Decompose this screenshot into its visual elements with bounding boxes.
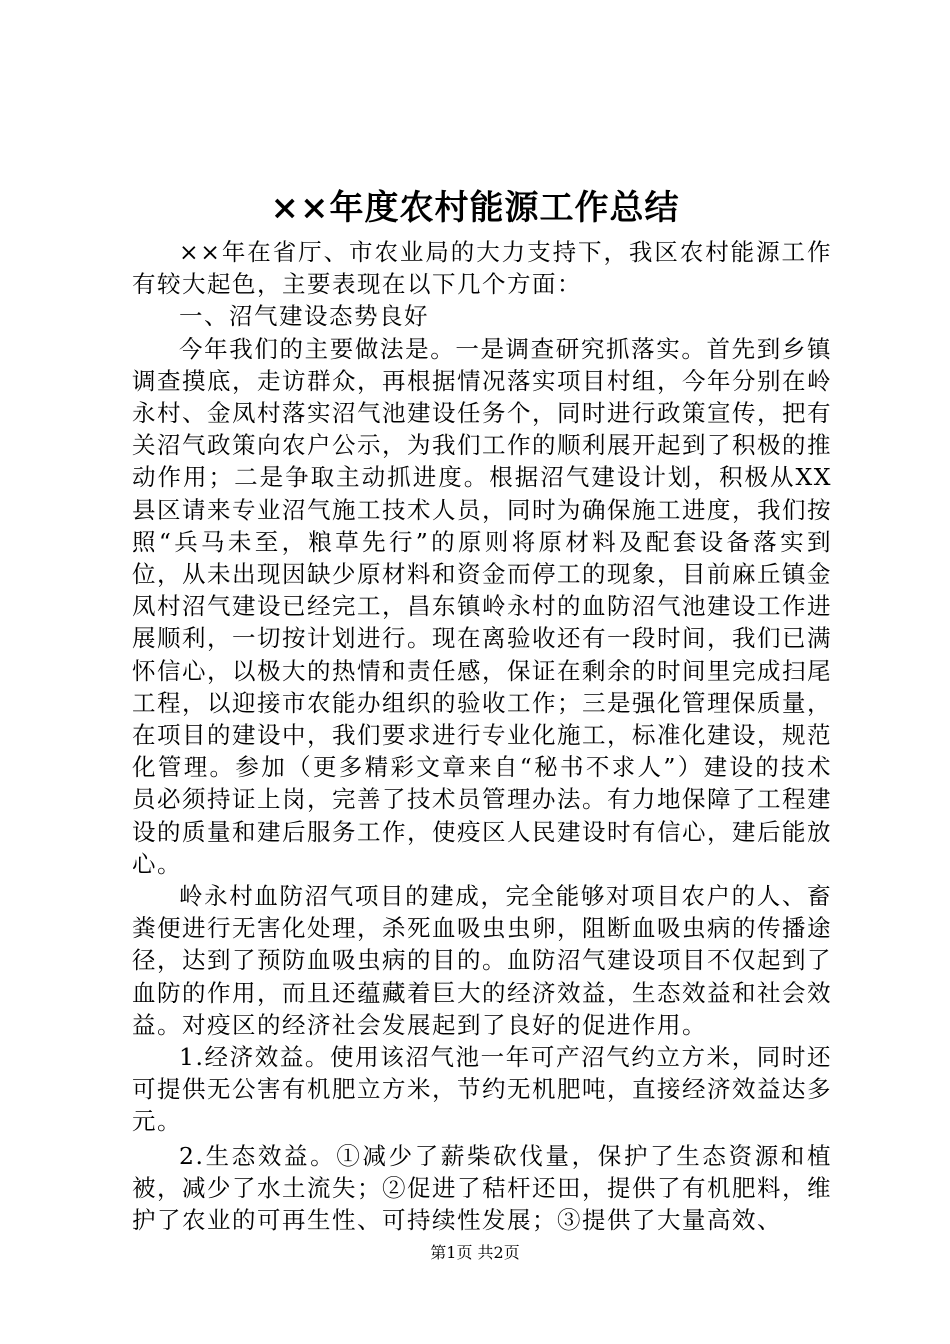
section-heading: 一、沼气建设态势良好 [179, 302, 429, 331]
document-body [132, 236, 832, 1236]
document-title: ××年度农村能源工作总结 [270, 188, 680, 228]
intro-paragraph: ××年在省厅、市农业局的大力支持下，我区农村能源工作有较大起色，主要表现在以下几个方面： [132, 238, 832, 299]
body-paragraph: 今年我们的主要做法是。一是调查研究抓落实。首先到乡镇调查摸底，走访群众，再根据情况落实项目村组，今年分别在岭永村、金凤村落实沼气池建设任务个，同时进行政策宣传，把有关沼气政策向农户公示，为我们工作的顺利展开起到了积极的推动作用；二是争取主动抓进度。根据沼气建设计划，积极从XX县区请来专业沼气施工技术人员，同时为确保施工进度，我们按照“兵马未至，粮草先行”的原则将原材料及配套设备落实到位，从未出现因缺少原材料和资金而停工的现象，目前麻丘镇金凤村沼气建设已经完工，昌东镇岭永村的血防沼气池建设工作进展顺利，一切按计划进行。现在离验收还有一段时间，我们已满怀信心，以极大的热情和责任感，保证在剩余的时间里完成扫尾工程，以迎接市农能办组织的验收工作；三是强化管理保质量，在项目的建设中，我们要求进行专业化施工，标准化建设，规范化管理。参加（更多精彩文章来自“秘书不求人”）建设的技术员必须持证上岗，完善了技术员管理办法。有力地保障了工程建设的质量和建后服务工作，使疫区人民建设时有信心，建后能放心。 [132, 334, 832, 878]
body-paragraph: 岭永村血防沼气项目的建成，完全能够对项目农户的人、畜粪便进行无害化处理，杀死血吸虫虫卵，阻断血吸虫病的传播途径，达到了预防血吸虫病的目的。血防沼气建设项目不仅起到了血防的作用，而且还蕴藏着巨大的经济效益，生态效益和社会效益。对疫区的经济社会发展起到了良好的促进作用。 [132, 882, 832, 1039]
list-paragraph: 2.生态效益。①减少了薪柴砍伐量，保护了生态资源和植被，减少了水土流失；②促进了秸杆还田，提供了有机肥料，维护了农业的可再生性、可持续性发展；③提供了大量高效、 [132, 1141, 832, 1235]
page-footer: 第1页 共2页 [430, 1243, 520, 1262]
list-paragraph: 1.经济效益。使用该沼气池一年可产沼气约立方米，同时还可提供无公害有机肥立方米，节约无机肥吨，直接经济效益达多元。 [132, 1043, 832, 1136]
